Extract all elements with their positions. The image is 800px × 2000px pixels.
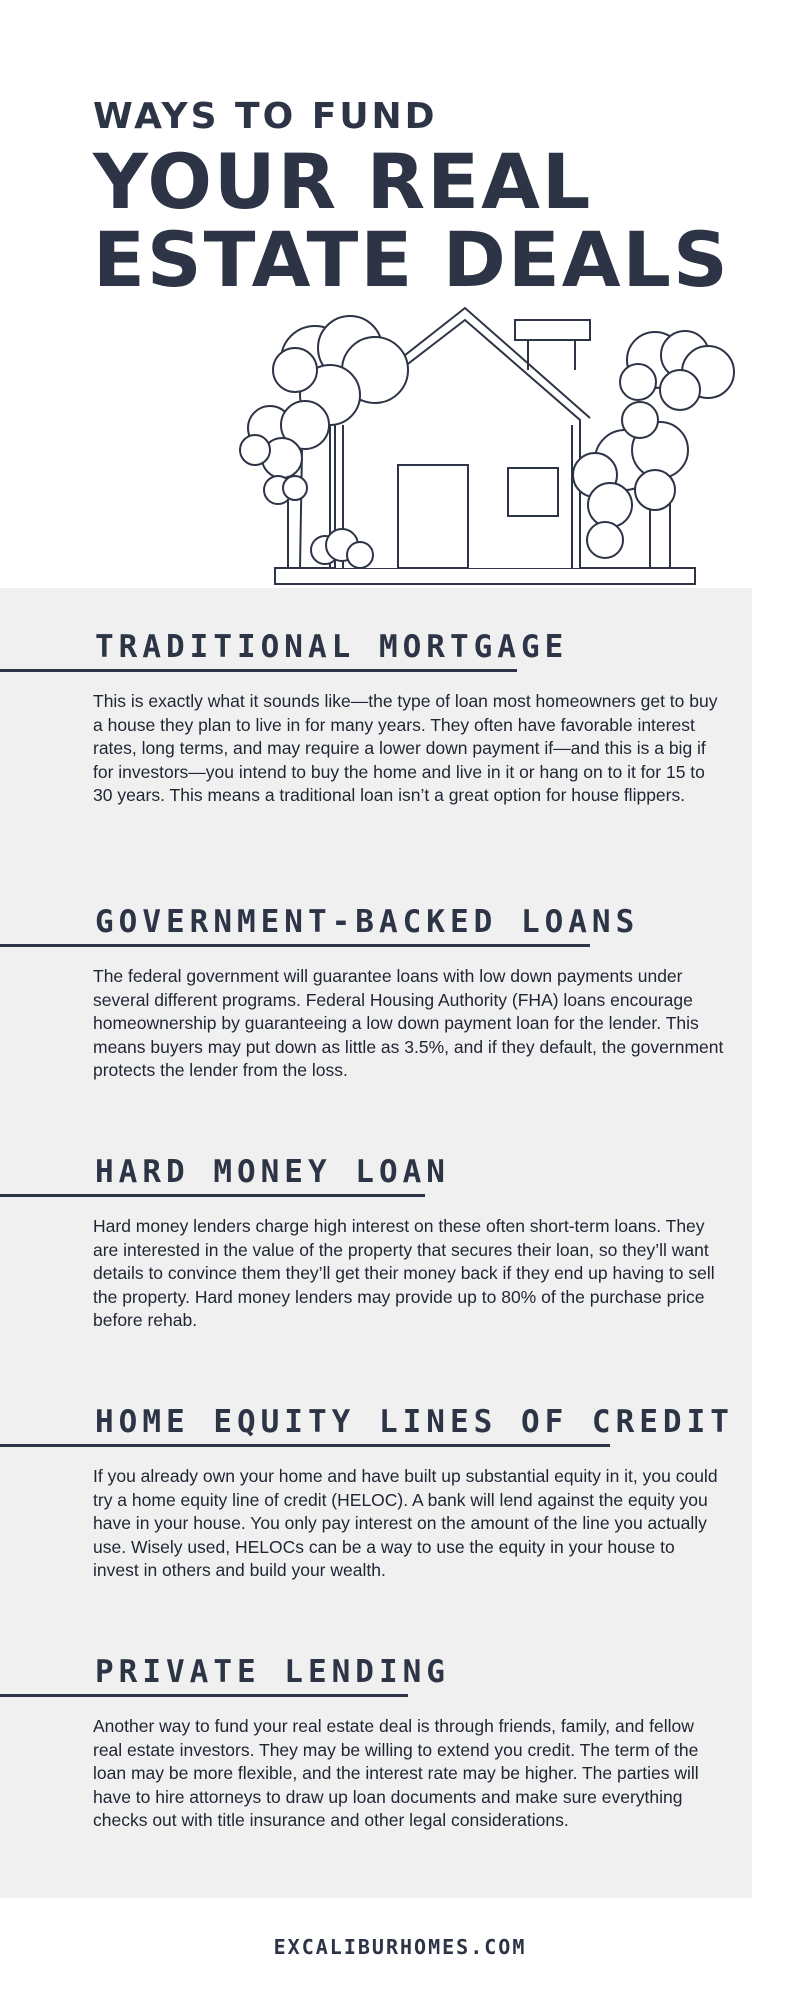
section-body: Hard money lenders charge high interest on these often short-term loans. They are interested in the value of the property that secures their loan, so they’ll want details to convince them they’ll get their money back if they end up having to sell the property. Hard money lenders may provide up to 80% of the purchase price before rehab. <box>93 1216 715 1330</box>
section-underline <box>0 1694 408 1697</box>
section-body: Another way to fund your real estate deal is through friends, family, and fellow real estate investors. They may be willing to extend you credit. The term of the loan may be more flexible, and the interest rate may be higher. The parties will have to hire attorneys to draw up loan documents and make sure everything checks out with title insurance and other legal considerations. <box>93 1716 699 1830</box>
title-line-1: YOUR REAL <box>93 137 593 226</box>
section-underline <box>0 944 590 947</box>
content-panel <box>0 588 752 1898</box>
section-title-text: GOVERNMENT-BACKED LOANS <box>95 904 640 940</box>
section-body: This is exactly what it sounds like—the type of loan most homeowners get to buy a house they plan to live in for many years. They often have favorable interest rates, long terms, and may require a lower down payment if—and this is a big if for investors—you intend to buy the home and live in it or hang on to it for 15 to 30 years. This means a traditional loan isn’t a great option for house flippers. <box>93 691 718 805</box>
footer-site-link[interactable]: EXCALIBURHOMES.COM <box>273 1935 527 1959</box>
title-small: WAYS TO FUND <box>93 96 438 137</box>
section-underline <box>0 669 517 672</box>
section-body: The federal government will guarantee loans with low down payments under several different programs. Federal Housing Authority (FHA) loans encourage homeownership by guaranteeing a low down payment loan for the lender. This means buyers may put down as little as 3.5%, and if they default, the government protects the lender from the loss. <box>93 966 724 1080</box>
section-underline <box>0 1194 425 1197</box>
title-big <box>93 137 733 304</box>
section-hard-money-loan <box>0 1153 752 1333</box>
header <box>93 95 733 304</box>
section-title <box>95 903 639 941</box>
section-title-text: HOME EQUITY LINES OF CREDIT <box>95 1404 734 1440</box>
section-government-backed-loans <box>0 903 752 1083</box>
house-with-trees-icon <box>230 300 750 595</box>
section-home-equity-lines-of-credit <box>0 1403 752 1583</box>
section-title <box>95 1153 450 1191</box>
section-body: If you already own your home and have built up substantial equity in it, you could try a home equity line of credit (HELOC). A bank will lend against the equity you have in your house. You only pay interest on the amount of the line you actually use. Wisely used, HELOCs can be a way to use the equity in your house to invest in others and build your wealth. <box>93 1466 718 1580</box>
section-title <box>95 628 568 666</box>
section-title-text: HARD MONEY LOAN <box>95 1154 450 1190</box>
section-underline <box>0 1444 610 1447</box>
section-title <box>95 1653 450 1691</box>
section-title-text: TRADITIONAL MORTGAGE <box>95 629 569 665</box>
section-traditional-mortgage <box>0 628 752 808</box>
section-private-lending <box>0 1653 752 1833</box>
section-title <box>95 1403 734 1441</box>
title-line-2: ESTATE DEALS <box>93 215 730 304</box>
section-title-text: PRIVATE LENDING <box>95 1654 450 1690</box>
